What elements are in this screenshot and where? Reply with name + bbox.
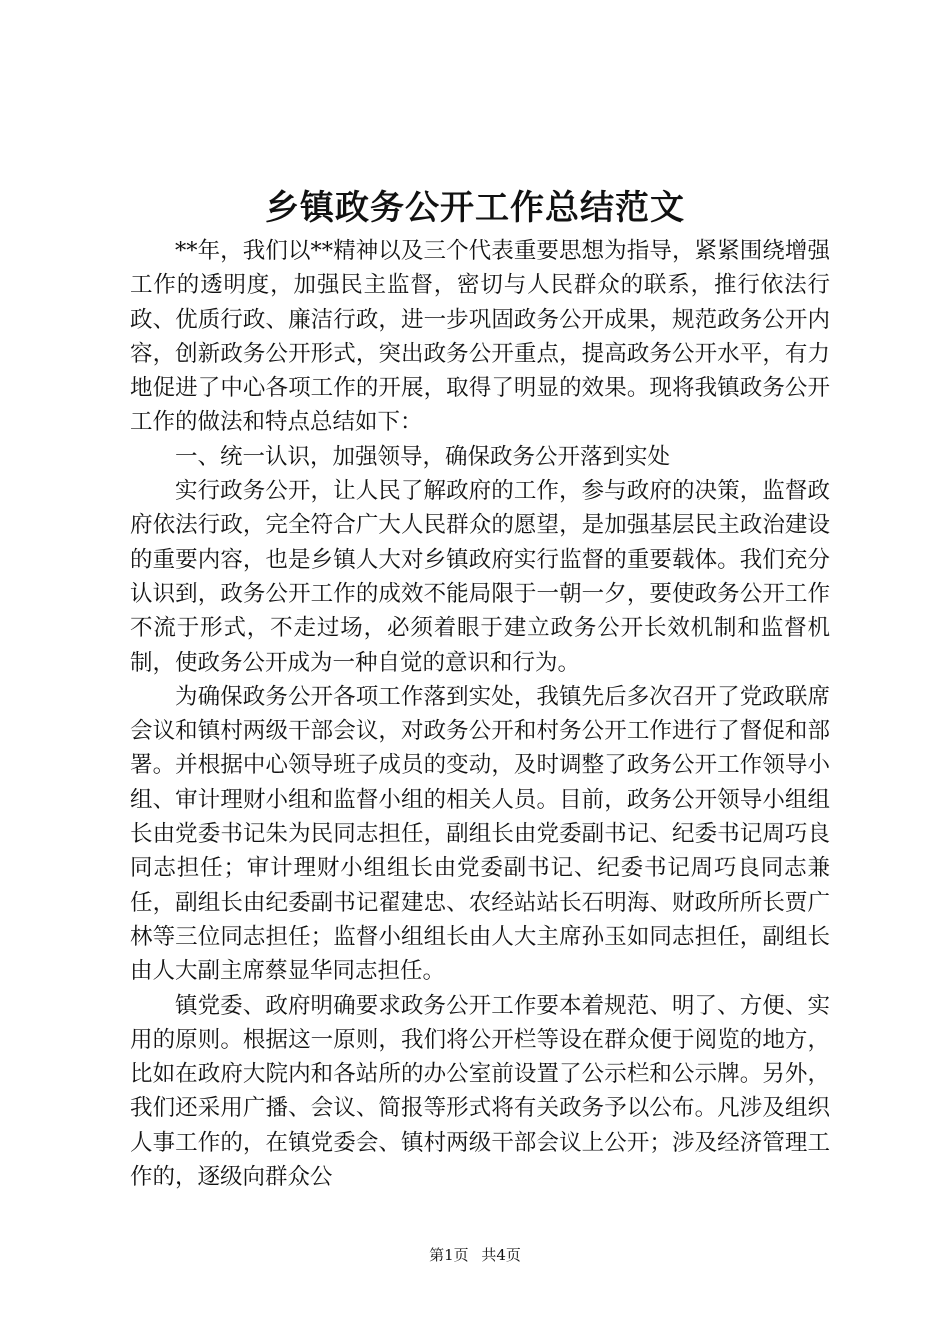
paragraph: 实行政务公开，让人民了解政府的工作，参与政府的决策，监督政府依法行政，完全符合广大人民群众的愿望，是加强基层民主政治建设的重要内容，也是乡镇人大对乡镇政府实行监督的重要载体。我们充分认识到，政务公开工作的成效不能局限于一朝一夕，要使政务公开工作不流于形式，不走过场，必须着眼于建立政务公开长效机制和监督机制，使政务公开成为一种自觉的意识和行为。 [130, 478, 830, 676]
page-footer [0, 1245, 950, 1265]
document-body [130, 234, 830, 1194]
document-title: 乡镇政务公开工作总结范文 [265, 188, 685, 228]
page-number: 第1页 [429, 1246, 469, 1264]
paragraph: **年，我们以**精神以及三个代表重要思想为指导，紧紧围绕增强工作的透明度，加强民主监督，密切与人民群众的联系，推行依法行政、优质行政、廉洁行政，进一步巩固政务公开成果，规范政务公开内容，创新政务公开形式，突出政务公开重点，提高政务公开水平，有力地促进了中心各项工作的开展，取得了明显的效果。现将我镇政务公开工作的做法和特点总结如下： [130, 238, 830, 436]
page-total: 共4页 [481, 1246, 521, 1264]
paragraph: 镇党委、政府明确要求政务公开工作要本着规范、明了、方便、实用的原则。根据这一原则，我们将公开栏等设在群众便于阅览的地方，比如在政府大院内和各站所的办公室前设置了公示栏和公示牌。另外，我们还采用广播、会议、简报等形式将有关政务予以公布。凡涉及组织人事工作的，在镇党委会、镇村两级干部会议上公开；涉及经济管理工作的，逐级向群众公 [130, 992, 830, 1191]
paragraph: 为确保政务公开各项工作落到实处，我镇先后多次召开了党政联席会议和镇村两级干部会议，对政务公开和村务公开工作进行了督促和部署。并根据中心领导班子成员的变动，及时调整了政务公开工作领导小组、审计理财小组和监督小组的相关人员。目前，政务公开领导小组组长由党委书记朱为民同志担任，副组长由党委副书记、纪委书记周巧良同志担任；审计理财小组组长由党委副书记、纪委书记周巧良同志兼任，副组长由纪委副书记翟建忠、农经站站长石明海、财政所所长贾广林等三位同志担任；监督小组组长由人大主席孙玉如同志担任，副组长由人大副主席蔡显华同志担任。 [130, 683, 830, 985]
section-heading: 一、统一认识，加强领导，确保政务公开落到实处 [175, 443, 671, 470]
